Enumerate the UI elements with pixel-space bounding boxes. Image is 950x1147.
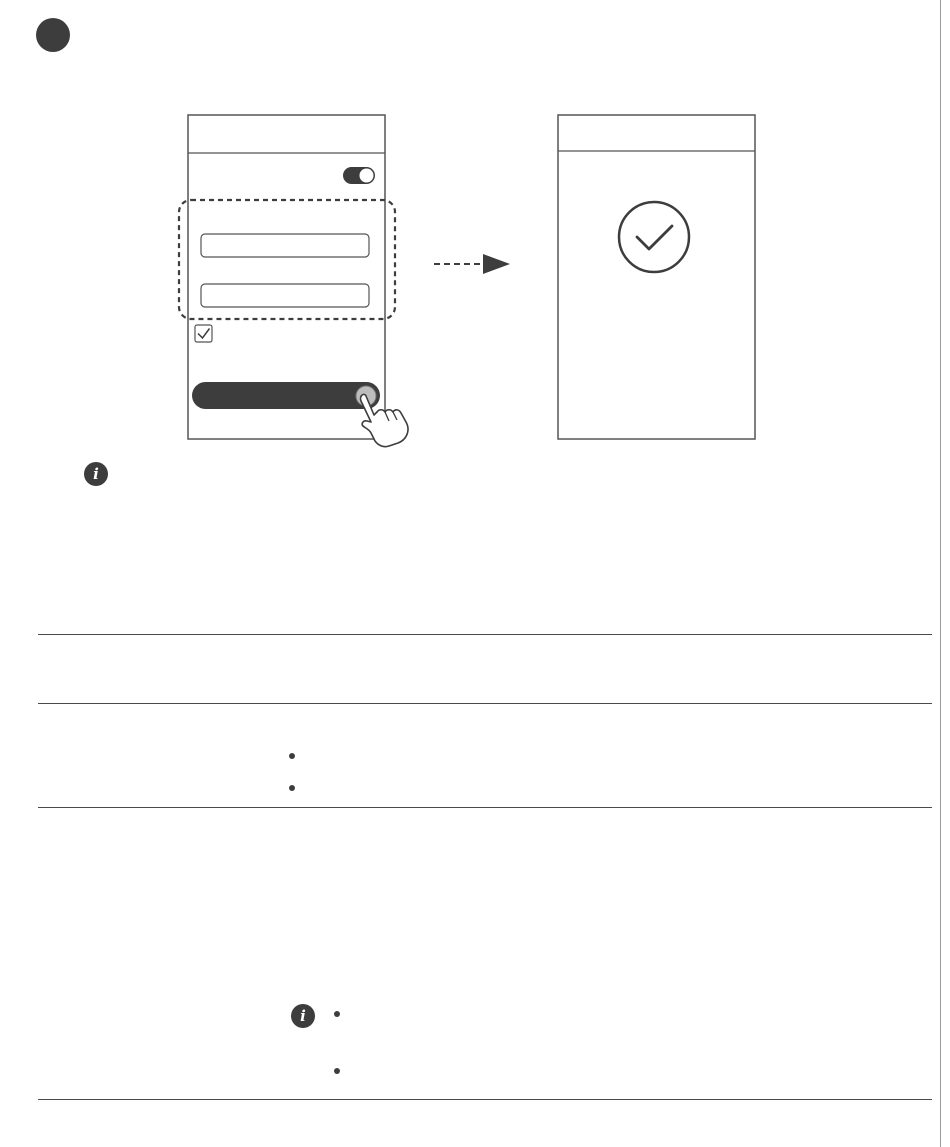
table-rule-bottom [38, 1099, 932, 1100]
input-field-1 [201, 234, 369, 257]
confirm-button-shape [192, 382, 380, 409]
table-rule-row-2 [38, 807, 932, 808]
info-icon: i [291, 1004, 315, 1028]
toggle-switch [343, 167, 375, 184]
bullet-dot [289, 753, 295, 759]
setup-illustration [170, 100, 780, 460]
step-number-dot [36, 18, 70, 52]
checkbox-icon [195, 325, 212, 342]
info-icon: i [84, 462, 108, 486]
bullet-dot [334, 1068, 340, 1074]
right-phone-screen [558, 115, 755, 439]
page-edge-rule [940, 0, 941, 1147]
input-field-2 [201, 284, 369, 307]
left-phone-screen [179, 115, 408, 447]
table-rule-top [38, 634, 932, 635]
dashed-right-arrow [434, 254, 510, 274]
bullet-dot [334, 1011, 340, 1017]
bullet-dot [289, 785, 295, 791]
table-rule-row-1 [38, 703, 932, 704]
illustration-svg [170, 100, 780, 460]
right-phone-frame [558, 115, 755, 439]
check-circle-icon [619, 202, 689, 272]
